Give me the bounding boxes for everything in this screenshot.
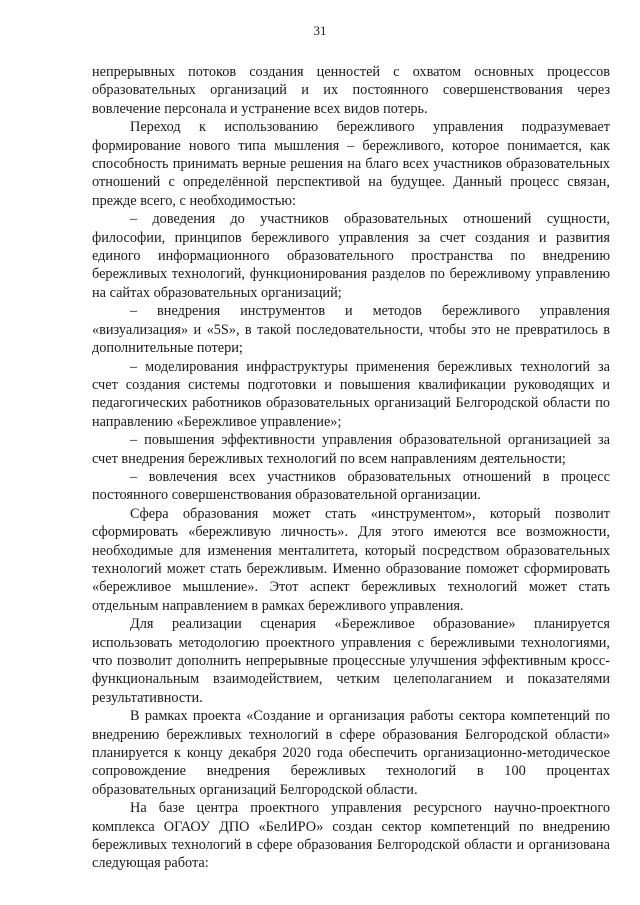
page-number: 31	[313, 23, 327, 38]
list-item: – моделирования инфраструктуры применения бережливых технологий за счет создания системы подготовки и повышения квалификации руководящих и педагогических работников образовательных организаций Белгородской области по направлению «Бережливое управление»;	[92, 358, 610, 430]
paragraph: Переход к использованию бережливого управления подразумевает формирование нового типа мышления – бережливого, которое понимается, как способность принимать верные решения на благо всех участников образовательных отношений с определённой перспективой на будущее. Данный процесс связан, прежде всего, с необходимостью:	[92, 119, 610, 209]
paragraph: Для реализации сценария «Бережливое образование» планируется использовать методологию проектного управления с бережливыми технологиями, что позволит дополнить непрерывные процессные улучшения эффективным кросс-функциональным взаимодействием, четким целеполаганием и показателями результативности.	[92, 616, 610, 706]
list-item: – внедрения инструментов и методов бережливого управления «визуализация» и «5S», в такой последовательности, чтобы это не превратилось в дополнительные потери;	[92, 303, 610, 357]
paragraph: В рамках проекта «Создание и организация работы сектора компетенций по внедрению бережливых технологий в сфере образования Белгородской области» планируется к концу декабря 2020 года обеспечить организационно-методическое сопровождение внедрения бережливых технологий в 100 процентах образовательных организаций Белгородской области.	[92, 708, 610, 798]
list-item: – повышения эффективности управления образовательной организацией за счет внедрения бережливых технологий по всем направлениям деятельности;	[92, 432, 610, 467]
list-item: – доведения до участников образовательных отношений сущности, философии, принципов бережливого управления за счет создания и развития единого информационного образовательного пространства по внедрению бережливых технологий, функционирования разделов по бережливому управлению на сайтах образовательных организаций;	[92, 211, 610, 301]
paragraph: Сфера образования может стать «инструментом», который позволит сформировать «бережливую личность». Для этого имеются все возможности, необходимые для изменения менталитета, который посредством образовательных технологий может стать бережливым. Именно образование поможет сформировать «бережливое мышление». Этот аспект бережливых технологий может стать отдельным направлением в рамках бережливого управления.	[92, 505, 610, 614]
document-body	[92, 63, 610, 873]
list-item: – вовлечения всех участников образовательных отношений в процесс постоянного совершенствования образовательной организации.	[92, 468, 610, 504]
paragraph: непрерывных потоков создания ценностей с охватом основных процессов образовательных организаций и их постоянного совершенствования через вовлечение персонала и устранение всех видов потерь.	[92, 64, 610, 117]
paragraph: На базе центра проектного управления ресурсного научно-проектного комплекса ОГАОУ ДПО «БелИРО» создан сектор компетенций по внедрению бережливых технологий в сфере образования Белгородской области и организована следующая работа:	[92, 800, 610, 872]
